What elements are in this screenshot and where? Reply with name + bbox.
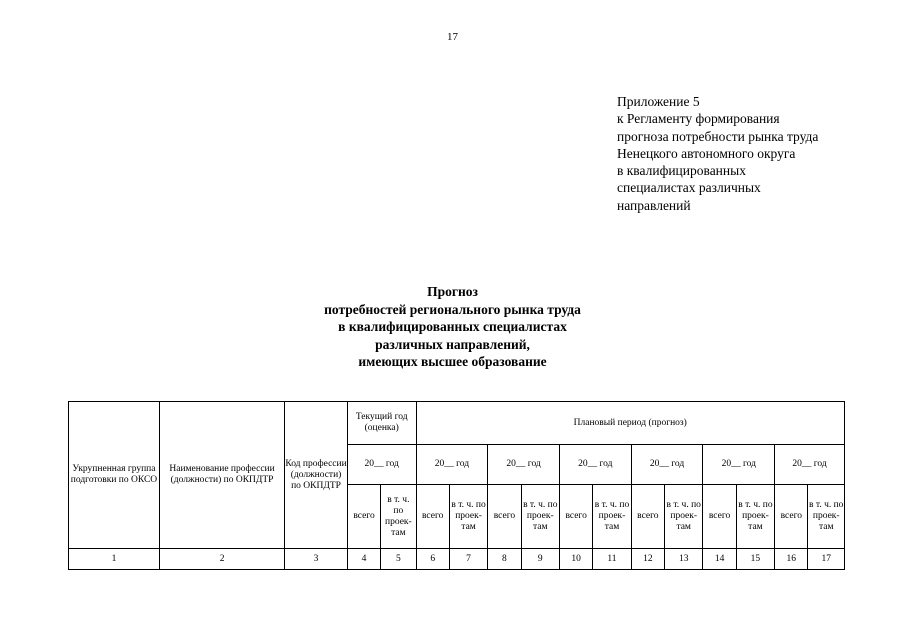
header-year: 20__ год [703, 445, 775, 485]
header-incl-projects: в т. ч. по проек-там [449, 485, 487, 549]
appendix-line: Ненецкого автономного округа [617, 145, 796, 161]
header-profession-code: Код профессии (должности) по ОКПДТР [285, 402, 348, 549]
header-incl-projects: в т. ч. по проек-там [521, 485, 559, 549]
column-number: 6 [416, 549, 449, 570]
column-number: 15 [736, 549, 774, 570]
header-year: 20__ год [347, 445, 416, 485]
title-line: потребностей регионального рынка труда [324, 301, 581, 317]
header-total: всего [703, 485, 736, 549]
forecast-table [68, 401, 845, 570]
title-line: Прогноз [427, 284, 478, 299]
title-line: имеющих высшее образование [358, 354, 547, 370]
column-number: 11 [593, 549, 631, 570]
column-number: 4 [347, 549, 380, 570]
column-number: 12 [631, 549, 664, 570]
header-current-year: Текущий год (оценка) [347, 402, 416, 445]
document-title [0, 283, 905, 371]
appendix-note [617, 93, 877, 214]
header-total: всего [559, 485, 592, 549]
column-number: 14 [703, 549, 736, 570]
header-group-okso: Укрупненная группа подготовки по ОКСО [69, 402, 160, 549]
header-total: всего [631, 485, 664, 549]
header-year: 20__ год [488, 445, 560, 485]
header-incl-projects: в т. ч. по проек-там [381, 485, 416, 549]
header-incl-projects: в т. ч. по проек-там [736, 485, 774, 549]
column-numbering-row [69, 549, 845, 570]
appendix-line: направлений [617, 197, 691, 213]
header-incl-projects: в т. ч. по проек-там [665, 485, 703, 549]
header-incl-projects: в т. ч. по проек-там [593, 485, 631, 549]
column-number: 16 [775, 549, 808, 570]
header-planned-period: Плановый период (прогноз) [416, 402, 844, 445]
appendix-line: к Регламенту формирования [617, 111, 780, 127]
column-number: 17 [808, 549, 845, 570]
column-number: 8 [488, 549, 521, 570]
header-profession-name: Наименование профессии (должности) по ОКПДТР [159, 402, 284, 549]
column-number: 9 [521, 549, 559, 570]
appendix-line: прогноза потребности рынка труда [617, 128, 819, 144]
header-year: 20__ год [416, 445, 488, 485]
column-number: 7 [449, 549, 487, 570]
title-line: различных направлений, [375, 336, 530, 352]
column-number: 5 [381, 549, 416, 570]
header-total: всего [488, 485, 521, 549]
title-line: в квалифицированных специалистах [338, 319, 567, 335]
header-total: всего [775, 485, 808, 549]
column-number: 1 [69, 549, 160, 570]
column-number: 2 [159, 549, 284, 570]
header-year: 20__ год [775, 445, 845, 485]
column-number: 13 [665, 549, 703, 570]
appendix-line: специалистах различных [617, 180, 761, 196]
header-incl-projects: в т. ч. по проек-там [808, 485, 845, 549]
page-number: 17 [447, 31, 458, 43]
header-year: 20__ год [559, 445, 631, 485]
column-number: 3 [285, 549, 348, 570]
header-total: всего [416, 485, 449, 549]
appendix-line: Приложение 5 [617, 94, 700, 109]
header-year: 20__ год [631, 445, 703, 485]
column-number: 10 [559, 549, 592, 570]
header-total: всего [347, 485, 380, 549]
appendix-line: в квалифицированных [617, 163, 746, 179]
